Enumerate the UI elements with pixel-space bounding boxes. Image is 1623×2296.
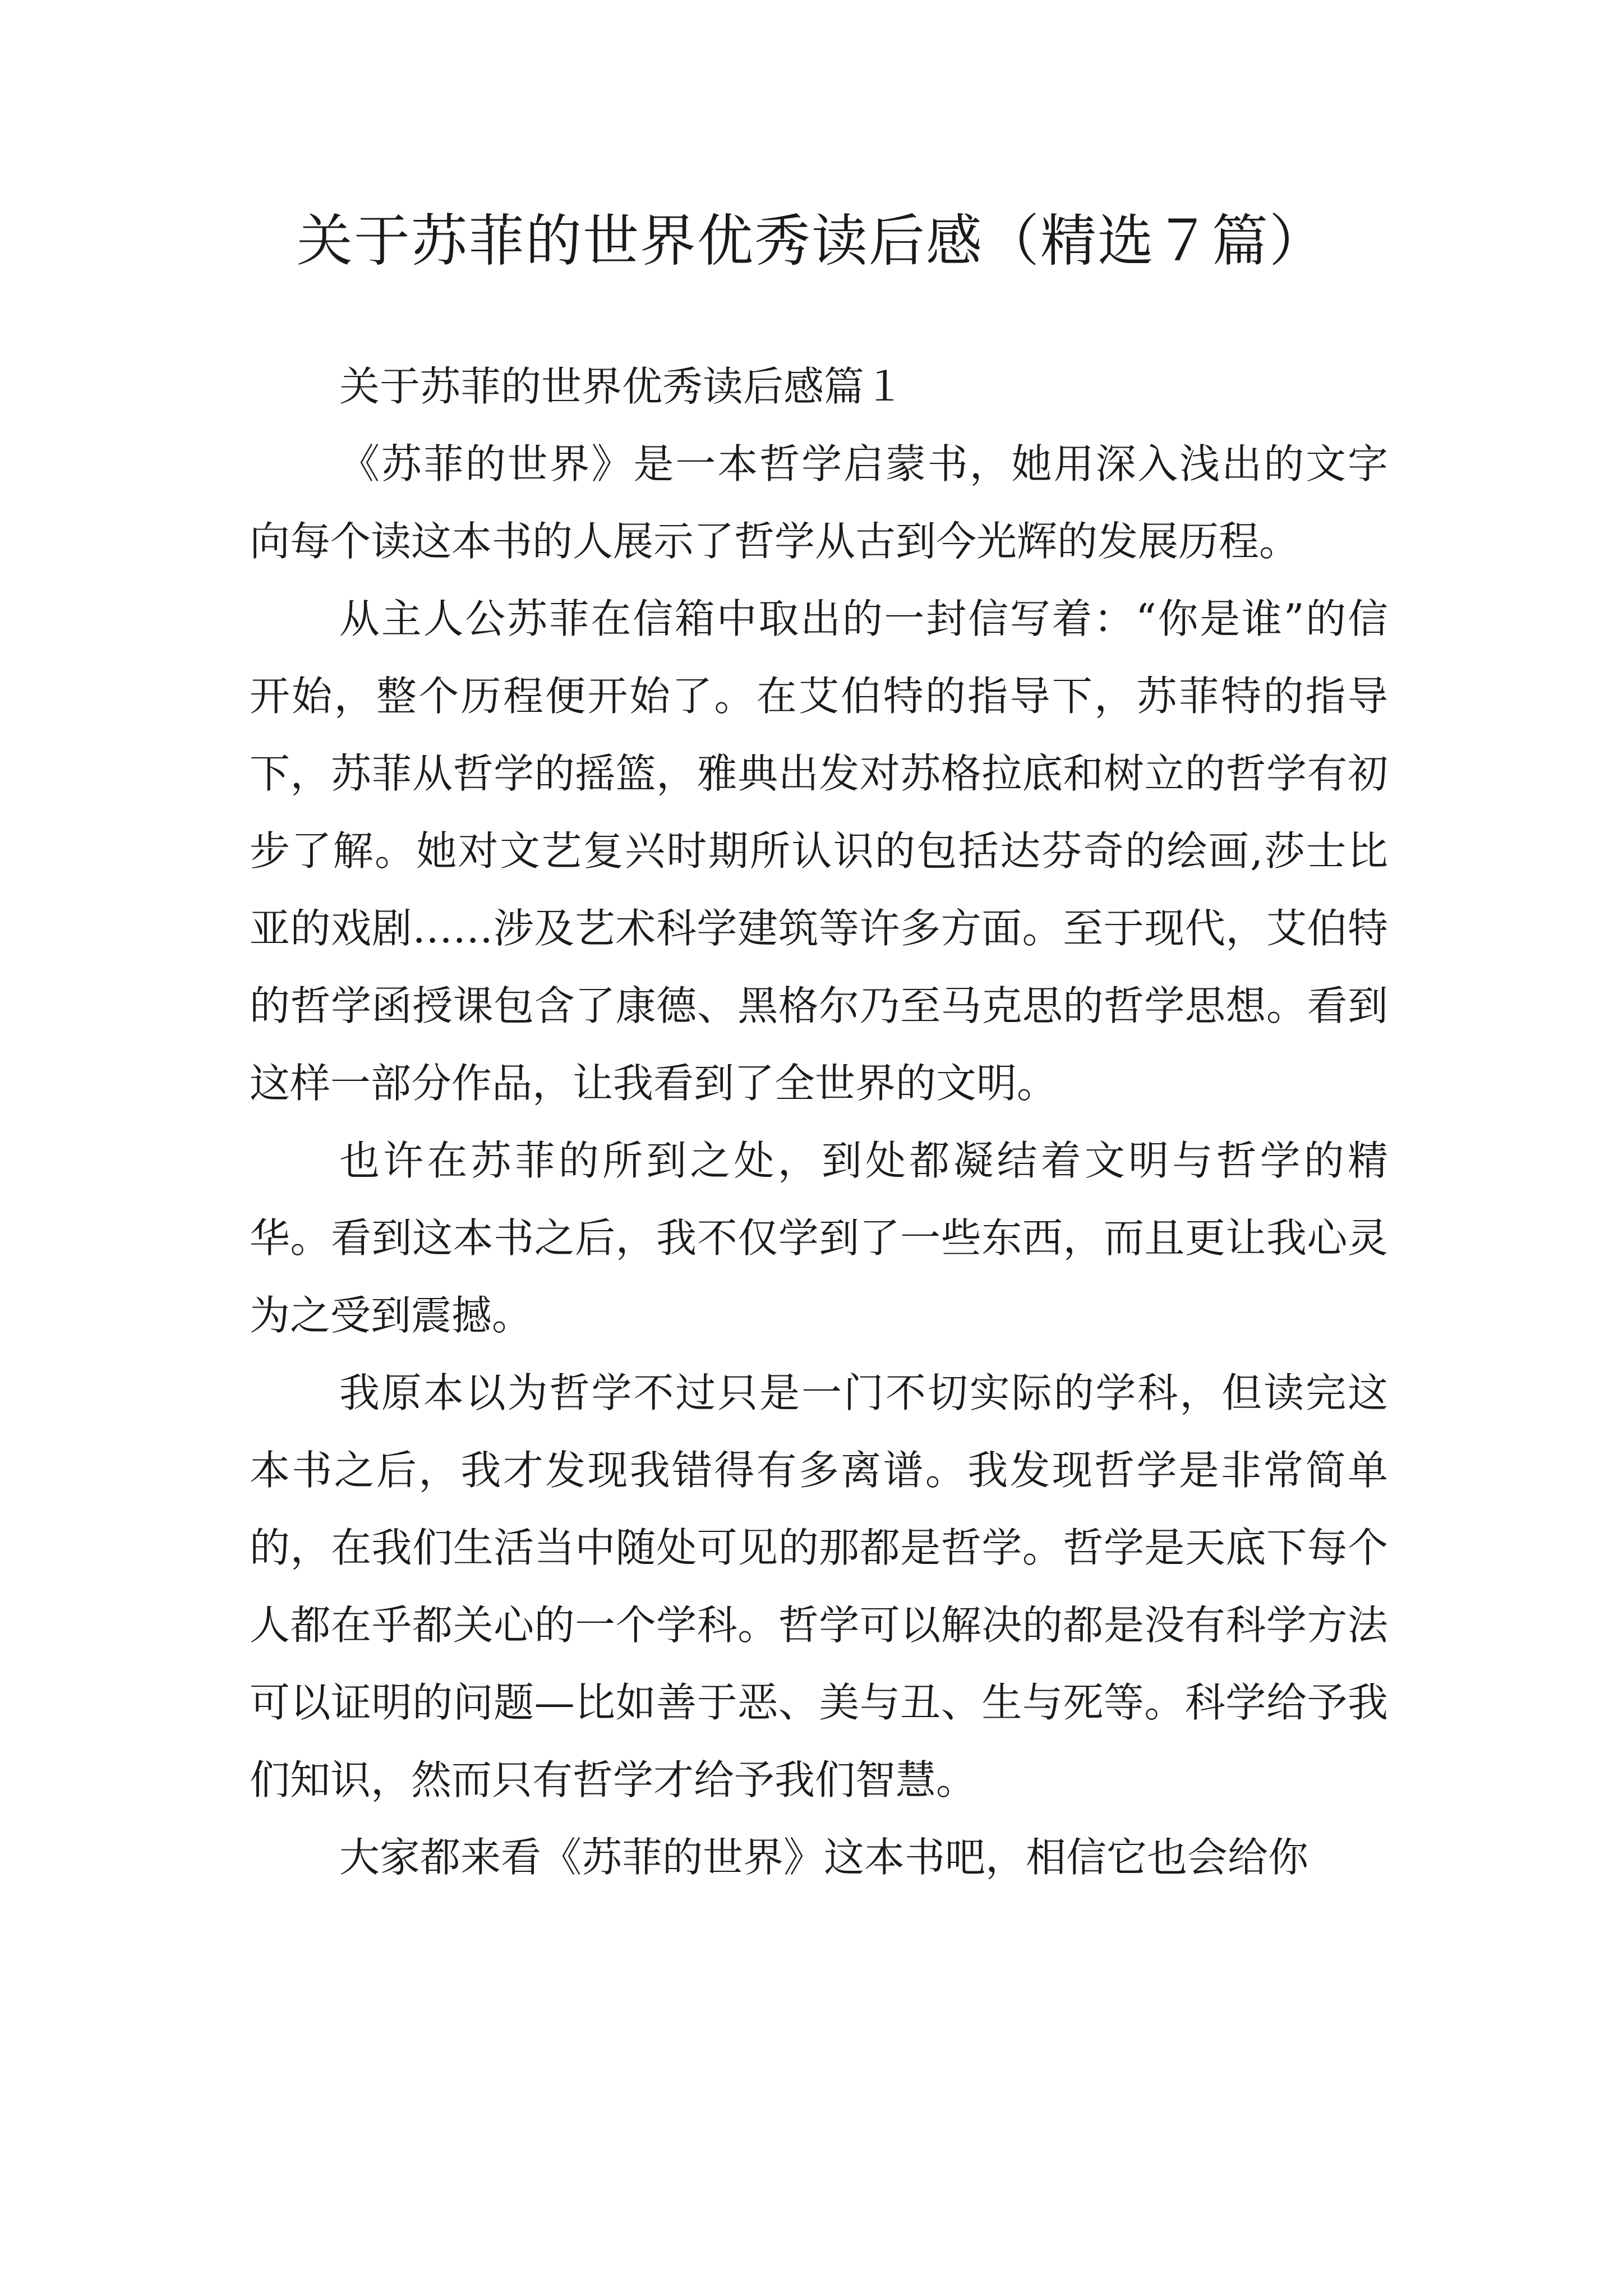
document-title: 关于苏菲的世界优秀读后感（精选７篇） [297, 208, 1326, 274]
paragraph: 大家都来看《苏菲的世界》这本书吧，相信它也会给你 [339, 1834, 1309, 1881]
section-heading: 关于苏菲的世界优秀读后感篇１ [339, 363, 905, 410]
paragraph: 从主人公苏菲在信箱中取出的一封信写着：“你是谁”的信开始，整个历程便开始了。在艾伯特的指导下，苏菲特的指导下，苏菲从哲学的摇篮，雅典出发对苏格拉底和树立的哲学有初步了解。她对文艺复兴时期所认识的包括达芬奇的绘画,莎士比亚的戏剧……涉及艺术科学建筑等许多方面。至于现代，艾伯特的哲学函授课包含了康德、黑格尔乃至马克思的哲学思想。看到这样一部分作品，让我看到了全世界的文明。 [250, 595, 1388, 1107]
paragraph: 也许在苏菲的所到之处，到处都凝结着文明与哲学的精华。看到这本书之后，我不仅学到了一些东西，而且更让我心灵为之受到震撼。 [250, 1137, 1388, 1339]
paragraph: 《苏菲的世界》是一本哲学启蒙书，她用深入浅出的文字向每个读这本书的人展示了哲学从古到今光辉的发展历程。 [250, 440, 1388, 565]
document-body [250, 348, 1388, 1896]
paragraph: 我原本以为哲学不过只是一门不切实际的学科，但读完这本书之后，我才发现我错得有多离谱。我发现哲学是非常简单的，在我们生活当中随处可见的那都是哲学。哲学是天底下每个人都在乎都关心的一个学科。哲学可以解决的都是没有科学方法可以证明的问题—比如善于恶、美与丑、生与死等。科学给予我们知识，然而只有哲学才给予我们智慧。 [250, 1369, 1388, 1803]
